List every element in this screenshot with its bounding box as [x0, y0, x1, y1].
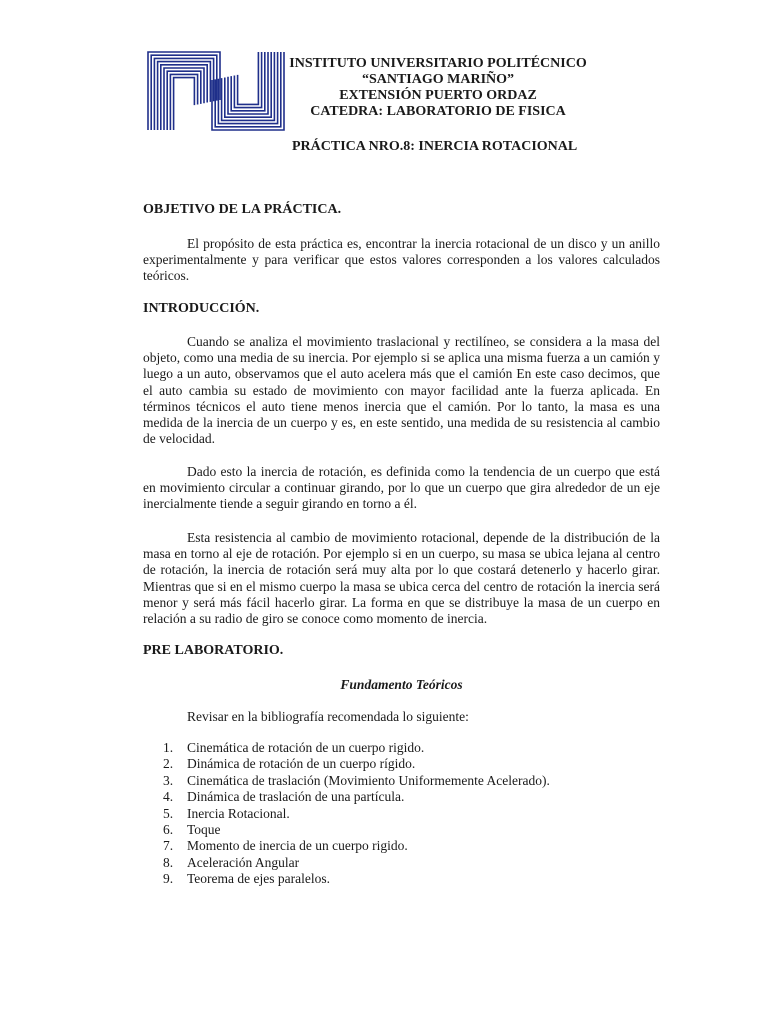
topic-item [143, 855, 550, 871]
topics-list [143, 740, 550, 888]
institute-name: INSTITUTO UNIVERSITARIO POLITÉCNICO [289, 56, 587, 71]
objective-text: El propósito de esta práctica es, encontrar la inercia rotacional de un disco y un anillo experimentalmente y para verificar que estos valores corresponden a los valores calculados teóricos. [143, 236, 660, 284]
topic-number: 8. [163, 854, 174, 870]
institution-logo [146, 50, 286, 132]
introduction-text-3: Esta resistencia al cambio de movimiento rotacional, depende de la distribución de la masa en torno al eje de rotación. Por ejemplo si en un cuerpo, su masa se ubica lejana al centro de rotación, la inercia de rotación será muy alta por lo que costará detenerlo y hacerlo girar. Mientras que si en el mismo cuerpo la masa se ubica cerca del centro de rotación la inercia será menor y será más fácil hacerlo girar. La forma en que se distribuye la masa de un cuerpo en relación a su radio de giro se conoce como momento de inercia. [143, 530, 660, 627]
objective-heading: OBJETIVO DE LA PRÁCTICA. [143, 202, 342, 217]
introduction-paragraph-1 [143, 334, 660, 447]
topic-number: 4. [163, 789, 174, 805]
topic-number: 1. [163, 740, 174, 755]
topic-text: Aceleración Angular [187, 854, 300, 870]
extension-name: EXTENSIÓN PUERTO ORDAZ [339, 88, 537, 103]
topic-item [143, 773, 550, 789]
topic-item [143, 871, 550, 887]
topic-number: 9. [163, 871, 174, 887]
topic-text: Momento de inercia de un cuerpo rigido. [187, 838, 408, 854]
topic-text: Inercia Rotacional. [187, 805, 290, 821]
topic-number: 2. [163, 756, 174, 772]
review-instruction: Revisar en la bibliografía recomendada lo siguiente: [187, 709, 469, 724]
topic-text: Dinámica de traslación de una partícula. [187, 789, 405, 805]
theory-subheading: Fundamento Teóricos [340, 677, 463, 692]
pre-lab-heading: PRE LABORATORIO. [143, 643, 284, 658]
topic-item [143, 838, 550, 854]
introduction-text-2: Dado esto la inercia de rotación, es definida como la tendencia de un cuerpo que está en movimiento circular a continuar girando, por lo que un cuerpo que gira alrededor de un eje inercialmente tiende a seguir girando en torno a él. [143, 464, 660, 512]
introduction-paragraph-3 [143, 530, 660, 627]
objective-paragraph [143, 236, 660, 285]
topic-text: Dinámica de rotación de un cuerpo rígido. [187, 756, 416, 772]
topic-text: Toque [187, 822, 221, 838]
introduction-text-1: Cuando se analiza el movimiento traslacional y rectilíneo, se considera a la masa del objeto, como una media de su inercia. Por ejemplo si se aplica una misma fuerza a un camión y luego a un auto, observamos que el auto acelera más que el camión En este caso decimos, que el auto cambia su estado de movimiento con mayor facilidad ante la fuerza aplicada. En términos técnicos el auto tiene menos inercia que el camión. Por lo tanto, la masa es una medida de la inercia de un cuerpo y es, en este sentido, una medida de su resistencia al cambio de velocidad. [143, 334, 660, 447]
catedra-name: CATEDRA: LABORATORIO DE FISICA [310, 104, 566, 119]
topic-item [143, 756, 550, 772]
topic-item [143, 789, 550, 805]
topic-item [143, 740, 550, 756]
topic-number: 6. [163, 822, 174, 838]
topic-number: 7. [163, 838, 174, 854]
institute-subname: “SANTIAGO MARIÑO” [361, 72, 515, 87]
topic-number: 5. [163, 805, 174, 821]
topic-item [143, 822, 550, 838]
topic-item [143, 806, 550, 822]
topic-text: Cinemática de traslación (Movimiento Uniformemente Acelerado). [187, 772, 550, 788]
topic-number: 3. [163, 772, 174, 788]
introduction-paragraph-2 [143, 464, 660, 513]
topic-text: Teorema de ejes paralelos. [187, 871, 330, 887]
introduction-heading: INTRODUCCIÓN. [143, 301, 260, 316]
practice-title: PRÁCTICA NRO.8: INERCIA ROTACIONAL [292, 139, 578, 154]
topic-text: Cinemática de rotación de un cuerpo rigido. [187, 740, 425, 755]
